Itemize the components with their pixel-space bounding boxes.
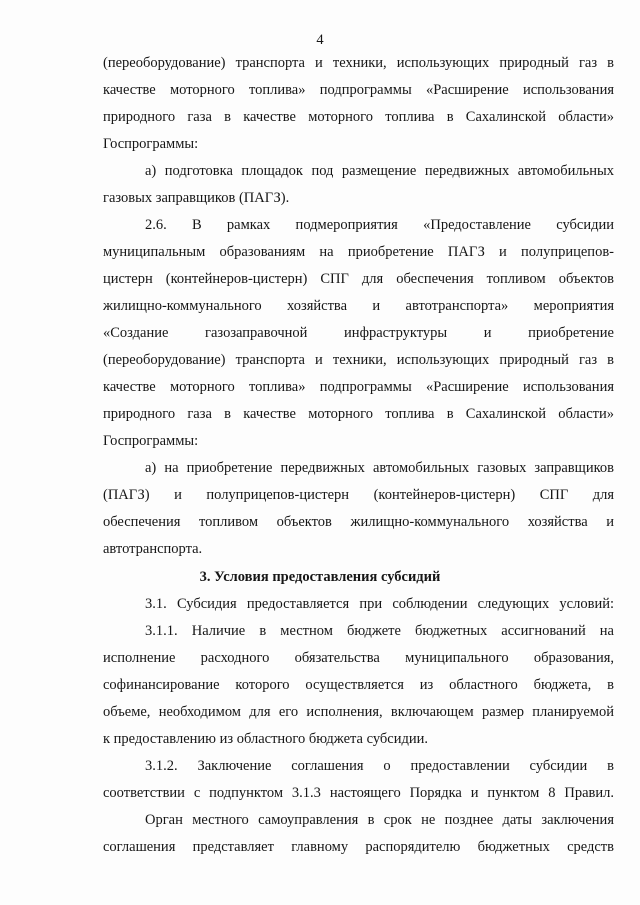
text-line: качестве моторного топлива» подпрограммы «Расширение использования — [103, 379, 614, 395]
text-line: Госпрограммы: — [103, 433, 199, 449]
text-line: 3.1.2. Заключение соглашения о предоставлении субсидии в — [145, 758, 614, 774]
text-line: софинансирование которого осуществляется из областного бюджета, в — [103, 677, 614, 693]
text-line: (переоборудование) транспорта и техники, использующих природный газ в — [103, 55, 614, 71]
text-line: Орган местного самоуправления в срок не позднее даты заключения — [145, 812, 614, 828]
text-line: а) на приобретение передвижных автомобильных газовых заправщиков — [145, 460, 614, 476]
text-line: автотранспорта. — [103, 541, 203, 557]
text-line: муниципальным образованиям на приобретение ПАГЗ и полуприцепов- — [103, 244, 614, 260]
text-line: а) подготовка площадок под размещение передвижных автомобильных — [145, 163, 614, 179]
text-line: обеспечения топливом объектов жилищно-коммунального хозяйства и — [103, 514, 614, 530]
text-line: газовых заправщиков (ПАГЗ). — [103, 190, 290, 206]
text-line: «Создание газозаправочной инфраструктуры и приобретение — [103, 325, 614, 341]
text-line: соглашения представляет главному распорядителю бюджетных средств — [103, 839, 614, 855]
text-line: к предоставлению из областного бюджета субсидии. — [103, 731, 428, 747]
text-line: 3.1.1. Наличие в местном бюджете бюджетных ассигнований на — [145, 623, 614, 639]
text-line: качестве моторного топлива» подпрограммы «Расширение использования — [103, 82, 614, 98]
text-line: природного газа в качестве моторного топлива в Сахалинской области» — [103, 109, 614, 125]
page-number: 4 — [316, 32, 324, 48]
text-line: природного газа в качестве моторного топлива в Сахалинской области» — [103, 406, 614, 422]
text-line: 2.6. В рамках подмероприятия «Предоставление субсидии — [145, 217, 614, 233]
text-line: Госпрограммы: — [103, 136, 199, 152]
text-line: 3.1. Субсидия предоставляется при соблюдении следующих условий: — [145, 596, 614, 612]
text-line: цистерн (контейнеров-цистерн) СПГ для обеспечения топливом объектов — [103, 271, 614, 287]
text-line: исполнение расходного обязательства муниципального образования, — [103, 650, 614, 666]
text-line: соответствии с подпунктом 3.1.3 настоящего Порядка и пунктом 8 Правил. — [103, 785, 614, 801]
text-line: (переоборудование) транспорта и техники, использующих природный газ в — [103, 352, 614, 368]
text-line: объеме, необходимом для его исполнения, включающем размер планируемой — [103, 704, 614, 720]
section-heading: 3. Условия предоставления субсидий — [199, 569, 441, 585]
text-line: жилищно-коммунального хозяйства и автотранспорта» мероприятия — [103, 298, 614, 314]
text-line: (ПАГЗ) и полуприцепов-цистерн (контейнеров-цистерн) СПГ для — [103, 487, 614, 503]
